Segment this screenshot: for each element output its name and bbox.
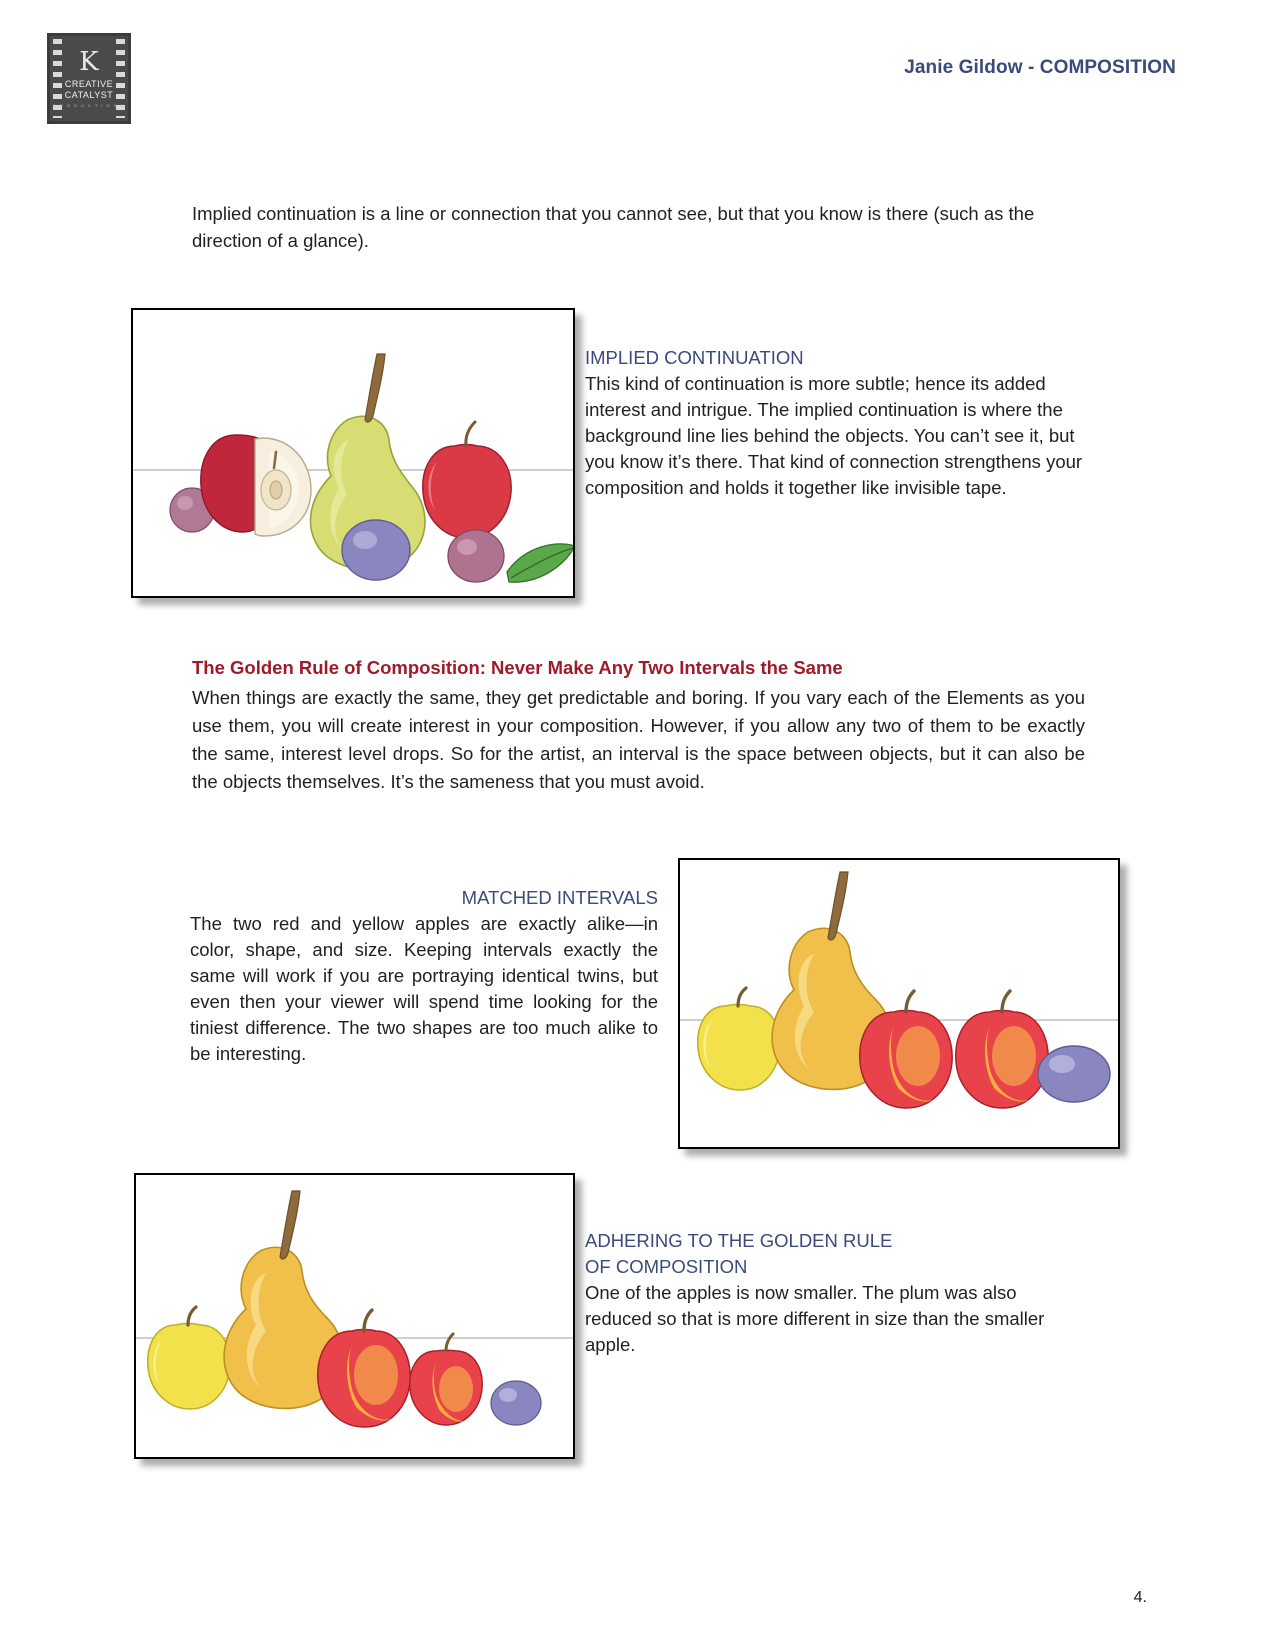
- logo-mark: K: [79, 47, 99, 77]
- golden-rule-heading: The Golden Rule of Composition: Never Make Any Two Intervals the Same: [192, 657, 843, 678]
- caption-adhering-golden-rule-body: One of the apples is now smaller. The plum was also reduced so that is more different in size than the smaller apple.: [585, 1282, 1045, 1355]
- caption-adhering-golden-rule-heading-line1: ADHERING TO THE GOLDEN RULE: [585, 1230, 893, 1251]
- page-number: 4.: [1133, 1589, 1147, 1606]
- still-life-illustration-2: [680, 860, 1118, 1147]
- caption-matched-intervals-heading: MATCHED INTERVALS: [461, 887, 658, 908]
- caption-matched-intervals-body: The two red and yellow apples are exactly alike—in color, shape, and size. Keeping intervals exactly the same will work if you are portraying identical twins, but even then your viewer will spend time looking for the tiniest difference. The two shapes are too much alike to be interesting.: [190, 913, 658, 1064]
- figure-adhering-golden-rule: [134, 1173, 575, 1459]
- figure-matched-intervals: [678, 858, 1120, 1149]
- creative-catalyst-logo: [47, 33, 131, 124]
- logo-line-3: P R O D U C T I O N S: [53, 103, 125, 108]
- caption-implied-continuation-heading: IMPLIED CONTINUATION: [585, 347, 804, 368]
- caption-implied-continuation-body: This kind of continuation is more subtle; hence its added interest and intrigue. The implied continuation is where the background line lies behind the objects. You can’t see it, but you know it’s there. That kind of connection strengthens your composition and holds it together like invisible tape.: [585, 373, 1083, 498]
- caption-matched-intervals: [190, 885, 658, 1067]
- logo-line-1: CREATIVE: [64, 79, 114, 89]
- still-life-illustration-1: [133, 310, 573, 596]
- still-life-illustration-3: [136, 1175, 573, 1457]
- logo-line-2: CATALYST: [64, 90, 114, 100]
- caption-adhering-golden-rule: [585, 1228, 1087, 1358]
- caption-adhering-golden-rule-heading-line2: OF COMPOSITION: [585, 1256, 748, 1277]
- page-header-title: Janie Gildow - COMPOSITION: [904, 57, 1176, 78]
- golden-rule-body: When things are exactly the same, they get predictable and boring. If you vary each of the Elements as you use them, you will create interest in your composition. However, if you allow any two of them to be exactly the same, interest level drops. So for the artist, an interval is the space between objects, but it can also be the objects themselves. It’s the sameness that you must avoid.: [192, 687, 1085, 792]
- intro-paragraph: Implied continuation is a line or connection that you cannot see, but that you know is there (such as the direction of a glance).: [192, 203, 1035, 251]
- figure-implied-continuation: [131, 308, 575, 598]
- caption-implied-continuation: [585, 345, 1087, 501]
